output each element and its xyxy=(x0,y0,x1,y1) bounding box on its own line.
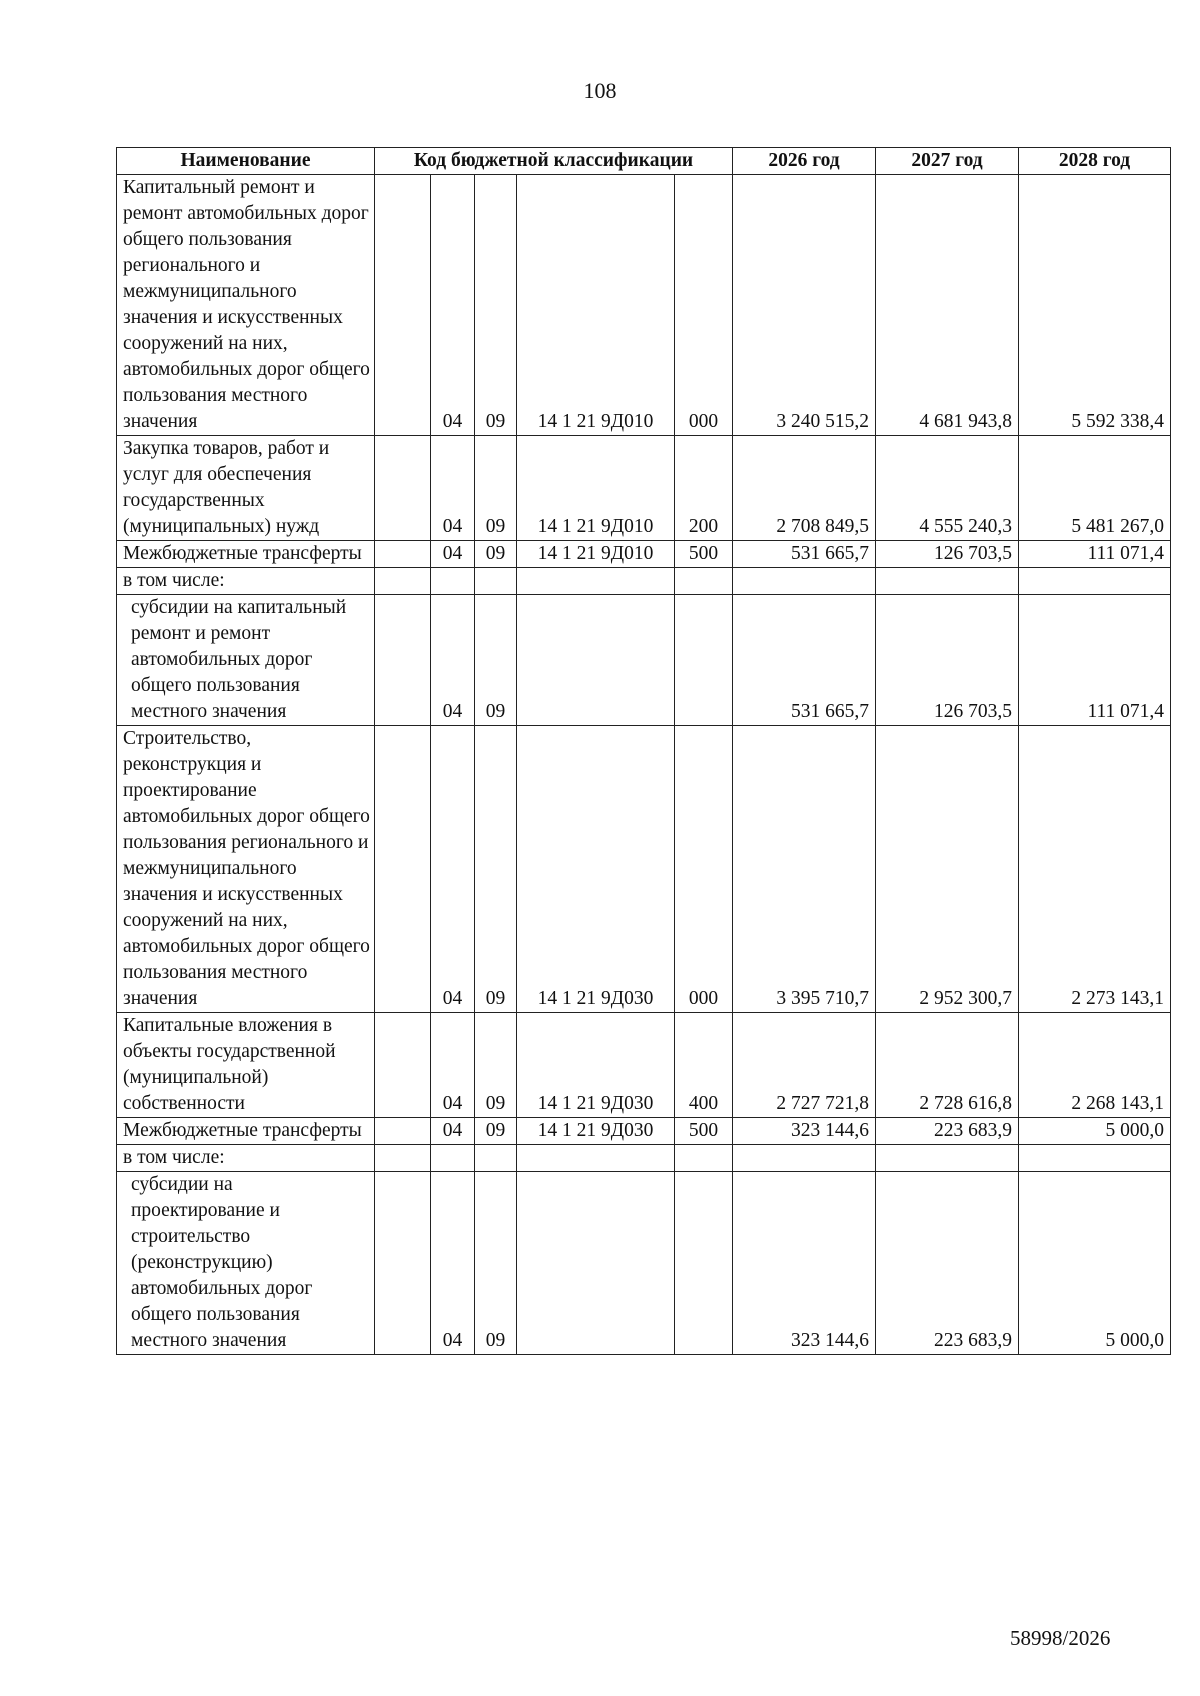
row-2028: 5 592 338,4 xyxy=(1019,175,1171,436)
table-row xyxy=(117,568,1171,595)
blank-cell xyxy=(375,541,431,568)
row-vr: 200 xyxy=(675,436,733,541)
row-vr xyxy=(675,1172,733,1355)
row-pr: 09 xyxy=(475,436,517,541)
budget-table xyxy=(116,147,1171,1355)
row-kcsr xyxy=(517,595,675,726)
table-row xyxy=(117,436,1171,541)
row-pr xyxy=(475,1145,517,1172)
row-2027: 126 703,5 xyxy=(876,541,1019,568)
row-2027: 223 683,9 xyxy=(876,1172,1019,1355)
row-kcsr: 14 1 21 9Д010 xyxy=(517,436,675,541)
blank-cell xyxy=(375,436,431,541)
row-2027 xyxy=(876,568,1019,595)
row-rz: 04 xyxy=(431,1118,475,1145)
table-row xyxy=(117,726,1171,1013)
blank-cell xyxy=(375,1172,431,1355)
page-number: 108 xyxy=(583,78,617,103)
row-2026: 2 708 849,5 xyxy=(733,436,876,541)
row-2028: 2 268 143,1 xyxy=(1019,1013,1171,1118)
row-kcsr xyxy=(517,1145,675,1172)
row-2028 xyxy=(1019,1145,1171,1172)
row-vr: 400 xyxy=(675,1013,733,1118)
row-name: Закупка товаров, работ и услуг для обеспечения государственных (муниципальных) нужд xyxy=(117,436,375,541)
row-2026: 323 144,6 xyxy=(733,1172,876,1355)
blank-cell xyxy=(375,595,431,726)
row-2027 xyxy=(876,1145,1019,1172)
row-2027: 223 683,9 xyxy=(876,1118,1019,1145)
row-2028: 5 000,0 xyxy=(1019,1118,1171,1145)
row-2028: 2 273 143,1 xyxy=(1019,726,1171,1013)
row-pr: 09 xyxy=(475,175,517,436)
row-rz: 04 xyxy=(431,726,475,1013)
row-kcsr: 14 1 21 9Д030 xyxy=(517,726,675,1013)
row-2026: 2 727 721,8 xyxy=(733,1013,876,1118)
document-number: 58998/2026 xyxy=(1010,1626,1111,1650)
row-name: Межбюджетные трансферты xyxy=(117,1118,375,1145)
row-2028: 111 071,4 xyxy=(1019,541,1171,568)
row-kcsr xyxy=(517,568,675,595)
blank-cell xyxy=(375,1118,431,1145)
row-2028: 111 071,4 xyxy=(1019,595,1171,726)
table-row xyxy=(117,1145,1171,1172)
row-pr: 09 xyxy=(475,595,517,726)
row-name: субсидии на капитальный ремонт и ремонт автомобильных дорог общего пользования местного значения xyxy=(117,595,375,726)
row-2026 xyxy=(733,1145,876,1172)
row-2027: 4 555 240,3 xyxy=(876,436,1019,541)
table-row xyxy=(117,1013,1171,1118)
header-name: Наименование xyxy=(117,148,375,175)
row-pr: 09 xyxy=(475,1013,517,1118)
row-rz: 04 xyxy=(431,1013,475,1118)
row-pr: 09 xyxy=(475,1172,517,1355)
row-2026: 323 144,6 xyxy=(733,1118,876,1145)
blank-cell xyxy=(375,726,431,1013)
blank-cell xyxy=(375,568,431,595)
header-2028: 2028 год xyxy=(1019,148,1171,175)
row-pr: 09 xyxy=(475,726,517,1013)
blank-cell xyxy=(375,1145,431,1172)
table-row xyxy=(117,595,1171,726)
row-2027: 2 952 300,7 xyxy=(876,726,1019,1013)
row-rz xyxy=(431,568,475,595)
row-2027: 4 681 943,8 xyxy=(876,175,1019,436)
row-name: Капитальный ремонт и ремонт автомобильных дорог общего пользования регионального и межмуниципального значения и искусственных сооружений на них, автомобильных дорог общего пользования местного значения xyxy=(117,175,375,436)
row-vr xyxy=(675,568,733,595)
row-rz: 04 xyxy=(431,595,475,726)
row-kcsr: 14 1 21 9Д010 xyxy=(517,175,675,436)
row-kcsr: 14 1 21 9Д030 xyxy=(517,1013,675,1118)
table-header-row xyxy=(117,148,1171,175)
row-vr: 000 xyxy=(675,726,733,1013)
table-row xyxy=(117,1172,1171,1355)
row-2026: 531 665,7 xyxy=(733,541,876,568)
row-2028: 5 000,0 xyxy=(1019,1172,1171,1355)
row-2028: 5 481 267,0 xyxy=(1019,436,1171,541)
table-row xyxy=(117,1118,1171,1145)
row-vr xyxy=(675,595,733,726)
row-2027: 126 703,5 xyxy=(876,595,1019,726)
row-pr: 09 xyxy=(475,1118,517,1145)
row-name: в том числе: xyxy=(117,568,375,595)
header-code: Код бюджетной классификации xyxy=(375,148,733,175)
row-vr xyxy=(675,1145,733,1172)
blank-cell xyxy=(375,175,431,436)
blank-cell xyxy=(375,1013,431,1118)
row-2026 xyxy=(733,568,876,595)
row-rz xyxy=(431,1145,475,1172)
table-row xyxy=(117,541,1171,568)
row-vr: 500 xyxy=(675,541,733,568)
row-kcsr: 14 1 21 9Д010 xyxy=(517,541,675,568)
row-2027: 2 728 616,8 xyxy=(876,1013,1019,1118)
row-2026: 531 665,7 xyxy=(733,595,876,726)
row-name: Капитальные вложения в объекты государственной (муниципальной) собственности xyxy=(117,1013,375,1118)
row-kcsr: 14 1 21 9Д030 xyxy=(517,1118,675,1145)
row-name: субсидии на проектирование и строительство (реконструкцию) автомобильных дорог общего пользования местного значения xyxy=(117,1172,375,1355)
row-2026: 3 395 710,7 xyxy=(733,726,876,1013)
row-name: Межбюджетные трансферты xyxy=(117,541,375,568)
header-2026: 2026 год xyxy=(733,148,876,175)
row-name: в том числе: xyxy=(117,1145,375,1172)
row-rz: 04 xyxy=(431,1172,475,1355)
row-kcsr xyxy=(517,1172,675,1355)
row-2028 xyxy=(1019,568,1171,595)
row-vr: 000 xyxy=(675,175,733,436)
row-name: Строительство, реконструкция и проектирование автомобильных дорог общего пользования регионального и межмуниципального значения и искусственных сооружений на них, автомобильных дорог общего пользования местного значения xyxy=(117,726,375,1013)
row-pr: 09 xyxy=(475,541,517,568)
row-rz: 04 xyxy=(431,175,475,436)
row-pr xyxy=(475,568,517,595)
row-rz: 04 xyxy=(431,436,475,541)
row-rz: 04 xyxy=(431,541,475,568)
header-2027: 2027 год xyxy=(876,148,1019,175)
row-vr: 500 xyxy=(675,1118,733,1145)
row-2026: 3 240 515,2 xyxy=(733,175,876,436)
table-row xyxy=(117,175,1171,436)
